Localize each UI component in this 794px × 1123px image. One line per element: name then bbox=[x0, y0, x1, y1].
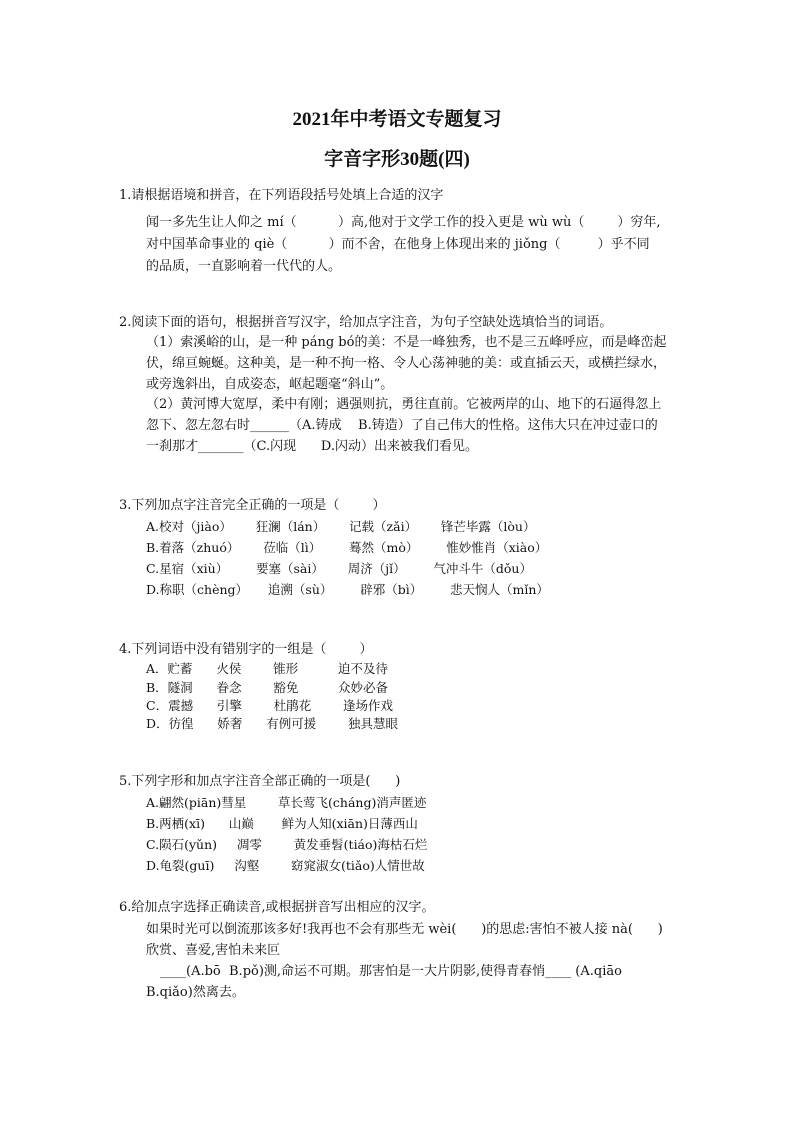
option-c: C．震撼 引擎 杜鹃花 逢场作戏 bbox=[146, 698, 393, 713]
question-6-line: ____(A.bō B.pǒ)测,命运不可期。那害怕是一大片阴影,使得青春悄____ (A.qiāo bbox=[160, 964, 622, 979]
option-a: A．贮蓄 火侯 锥形 迫不及待 bbox=[146, 661, 388, 676]
question-1-line: 闻一多先生让人仰之 mí（ ）高,他对于文学工作的投入更是 wù wù（ ）穷年, bbox=[146, 215, 661, 230]
option-c: C.陨石(yǔn) 凋零 黄发垂髫(tiáo)海枯石烂 bbox=[146, 837, 428, 852]
option-d: D.龟裂(guī) 沟壑 窈窕淑女(tiǎo)人情世故 bbox=[146, 858, 425, 873]
page-subtitle: 字音字形30题(四) bbox=[324, 149, 470, 170]
question-6-stem: 6.给加点字选择正确读音,或根据拼音写出相应的汉字。 bbox=[119, 900, 435, 915]
option-d: D．彷徨 娇奢 有例可援 独具慧眼 bbox=[146, 716, 398, 731]
question-2-line: （2）黄河博大宽厚，柔中有刚；遇强则抗，勇往直前。它被两岸的山、地下的石逼得忽上 bbox=[146, 397, 662, 412]
option-a: A.翩然(piān)彗星 草长莺飞(cháng)消声匿迹 bbox=[146, 795, 427, 810]
option-b: B.两栖(xī) 山巅 鲜为人知(xiān)日薄西山 bbox=[146, 816, 418, 831]
question-2-line: 一刹那才_______（C.闪现 D.闪动）出来被我们看见。 bbox=[146, 439, 479, 454]
option-a: A.校对（jiào） 狂澜（lán） 记载（zǎi） 锋芒毕露（lòu） bbox=[146, 519, 536, 534]
option-b: B.着落（zhuó） 莅临（lì） 蓦然（mò） 惟妙惟肖（xiào） bbox=[146, 540, 548, 555]
question-2-line: 伏，绵亘蜿蜒。这种美，是一种不拘一格、令人心荡神驰的美：或直插云天，或横拦绿水， bbox=[146, 356, 667, 371]
question-1-stem: 1.请根据语境和拼音，在下列语段括号处填上合适的汉字 bbox=[119, 188, 444, 203]
question-2-line: 忽下、忽左忽右时______（A.铸成 B.铸造）了自己伟大的性格。这伟大只在冲过壶口的 bbox=[146, 418, 658, 433]
question-1-line: 的品质，一直影响着一代代的人。 bbox=[146, 259, 342, 274]
question-3-stem: 3.下列加点字注音完全正确的一项是（ ） bbox=[119, 498, 386, 513]
option-d: D.称职（chèng） 追溯（sù） 辟邪（bì） 悲天悯人（mǐn） bbox=[146, 582, 549, 597]
question-6-line: 欣赏、喜爱,害怕未来叵 bbox=[146, 943, 281, 958]
page-title: 2021年中考语文专题复习 bbox=[292, 109, 502, 130]
question-2-line: （1）索溪峪的山，是一种 páng bó的美：不是一峰独秀，也不是三五峰呼应，而是峰峦起 bbox=[146, 335, 667, 350]
option-b: B．隧洞 眷念 豁免 众妙必备 bbox=[146, 680, 389, 695]
question-2-line: 或旁逸斜出，自成姿态，岖起题毫“斜山”。 bbox=[146, 377, 394, 392]
question-5-stem: 5.下列字形和加点字注音全部正确的一项是( ) bbox=[119, 774, 401, 789]
option-c: C.星宿（xiù） 要塞（sài） 周济（jǐ） 气冲斗牛（dǒu） bbox=[146, 561, 532, 576]
question-4-stem: 4.下列词语中没有错别字的一组是（ ） bbox=[119, 642, 373, 657]
question-6-line: 如果时光可以倒流那该多好!我再也不会有那些无 wèi( )的思虑:害怕不被人接 nà( ) bbox=[146, 922, 663, 937]
question-6-line: B.qiǎo)然离去。 bbox=[146, 985, 245, 1000]
question-2-stem: 2.阅读下面的语句，根据拼音写汉字，给加点字注音，为句子空缺处选填恰当的词语。 bbox=[119, 315, 613, 330]
question-1-line: 对中国革命事业的 qiè（ ）而不舍，在他身上体现出来的 jiǒng（ ）乎不同 bbox=[146, 237, 650, 252]
